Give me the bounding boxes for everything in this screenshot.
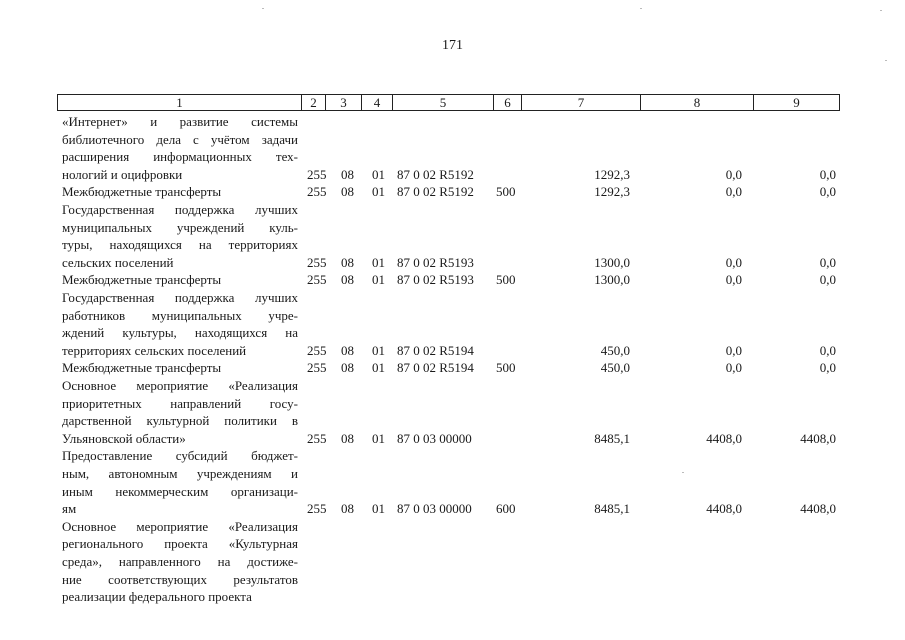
description-line: сельских поселений bbox=[62, 254, 174, 270]
description-line: территориях сельских поселений bbox=[62, 342, 247, 358]
cell-col-8: 0,0 bbox=[725, 184, 742, 200]
cell-col-7: 450,0 bbox=[600, 360, 630, 376]
header-col-5: 5 bbox=[439, 95, 447, 110]
cell-col-4: 01 bbox=[372, 342, 385, 358]
cell-col-3: 08 bbox=[341, 166, 354, 182]
description-line: ние соответствующих результатов bbox=[62, 571, 298, 587]
description-line: библиотечного дела с учётом задачи bbox=[62, 131, 298, 147]
description-line: Межбюджетные трансферты bbox=[62, 272, 222, 288]
header-col-6: 6 bbox=[504, 95, 511, 110]
cell-col-7: 1292,3 bbox=[594, 184, 630, 200]
cell-col-4: 01 bbox=[372, 501, 385, 517]
cell-col-3: 08 bbox=[341, 184, 354, 200]
row-description bbox=[62, 377, 298, 447]
cell-col-4: 01 bbox=[372, 272, 385, 288]
description-line: Основное мероприятие «Реализация bbox=[62, 518, 298, 534]
description-line: приоритетных направлений госу- bbox=[62, 395, 298, 411]
cell-col-3: 08 bbox=[341, 501, 354, 517]
header-col-8: 8 bbox=[693, 95, 701, 110]
header-col-4: 4 bbox=[373, 95, 381, 110]
description-line: Основное мероприятие «Реализация bbox=[62, 378, 298, 393]
cell-col-7: 1292,3 bbox=[594, 166, 630, 182]
header-col-3: 3 bbox=[340, 95, 347, 110]
row-description bbox=[62, 518, 298, 606]
page-number: 171 bbox=[442, 38, 463, 53]
header-col-1: 1 bbox=[176, 95, 183, 110]
cell-col-2: 255 bbox=[307, 342, 327, 358]
description-line: Предоставление субсидий бюджет- bbox=[62, 448, 298, 464]
description-line: среда», направленного на достиже- bbox=[62, 553, 298, 569]
description-line: туры, находящихся на территориях bbox=[62, 237, 298, 253]
description-line: реализации федерального проекта bbox=[62, 589, 252, 605]
cell-col-3: 08 bbox=[341, 360, 354, 376]
cell-col-6: 500 bbox=[496, 184, 516, 200]
row-description bbox=[62, 183, 298, 201]
header-col-2: 2 bbox=[310, 95, 317, 110]
cell-col-2: 255 bbox=[307, 254, 327, 270]
cell-col-7: 450,0 bbox=[600, 342, 630, 358]
cell-col-9: 0,0 bbox=[819, 166, 836, 182]
row-description bbox=[62, 359, 298, 377]
cell-col-8: 0,0 bbox=[725, 254, 742, 270]
cell-col-7: 1300,0 bbox=[594, 254, 630, 270]
cell-col-8: 0,0 bbox=[725, 166, 742, 182]
cell-col-4: 01 bbox=[372, 360, 385, 376]
cell-col-7: 8485,1 bbox=[594, 430, 630, 446]
description-line: Межбюджетные трансферты bbox=[62, 360, 222, 376]
description-line: «Интернет» и развитие системы bbox=[62, 114, 298, 129]
table-header bbox=[57, 94, 840, 111]
cell-col-9: 0,0 bbox=[819, 272, 836, 288]
cell-col-8: 0,0 bbox=[725, 272, 742, 288]
description-line: Государственная поддержка лучших bbox=[62, 202, 298, 217]
cell-col-6: 500 bbox=[496, 360, 516, 376]
description-line: Ульяновской области» bbox=[62, 430, 186, 446]
cell-col-3: 08 bbox=[341, 342, 354, 358]
description-line: муниципальных учреждений куль- bbox=[62, 219, 298, 235]
cell-col-5: 87 0 03 00000 bbox=[397, 430, 472, 446]
cell-col-4: 01 bbox=[372, 430, 385, 446]
cell-col-8: 0,0 bbox=[725, 342, 742, 358]
cell-col-8: 4408,0 bbox=[706, 501, 742, 517]
cell-col-9: 0,0 bbox=[819, 254, 836, 270]
cell-col-7: 1300,0 bbox=[594, 272, 630, 288]
cell-col-4: 01 bbox=[372, 254, 385, 270]
cell-col-5: 87 0 02 R5193 bbox=[397, 272, 474, 288]
cell-col-9: 0,0 bbox=[819, 360, 836, 376]
cell-col-8: 4408,0 bbox=[706, 430, 742, 446]
description-line: регионального проекта «Культурная bbox=[62, 536, 298, 552]
cell-col-7: 8485,1 bbox=[594, 501, 630, 517]
cell-col-9: 0,0 bbox=[819, 184, 836, 200]
header-col-7: 7 bbox=[577, 95, 585, 110]
description-line: расширения информационных тех- bbox=[62, 149, 298, 165]
cell-col-8: 0,0 bbox=[725, 360, 742, 376]
description-line: иным некоммерческим организаци- bbox=[62, 483, 298, 499]
cell-col-9: 4408,0 bbox=[800, 430, 836, 446]
cell-col-2: 255 bbox=[307, 501, 327, 517]
cell-col-3: 08 bbox=[341, 430, 354, 446]
cell-col-4: 01 bbox=[372, 166, 385, 182]
description-line: дарственной культурной политики в bbox=[62, 413, 298, 429]
row-description bbox=[62, 447, 298, 517]
cell-col-5: 87 0 02 R5192 bbox=[397, 166, 474, 182]
description-line: ным, автономным учреждениям и bbox=[62, 465, 298, 481]
row-description bbox=[62, 289, 298, 359]
cell-col-9: 4408,0 bbox=[800, 501, 836, 517]
description-line: Межбюджетные трансферты bbox=[62, 184, 222, 200]
cell-col-2: 255 bbox=[307, 166, 327, 182]
cell-col-2: 255 bbox=[307, 184, 327, 200]
description-line: ждений культуры, находящихся на bbox=[62, 325, 298, 341]
description-line: Государственная поддержка лучших bbox=[62, 290, 298, 305]
row-description bbox=[62, 271, 298, 289]
cell-col-5: 87 0 02 R5194 bbox=[397, 342, 474, 358]
description-line: нологий и оцифровки bbox=[62, 166, 183, 182]
description-line: ям bbox=[62, 501, 77, 517]
cell-col-3: 08 bbox=[341, 272, 354, 288]
cell-col-5: 87 0 02 R5192 bbox=[397, 184, 474, 200]
cell-col-4: 01 bbox=[372, 184, 385, 200]
cell-col-5: 87 0 02 R5193 bbox=[397, 254, 474, 270]
header-col-9: 9 bbox=[793, 95, 800, 110]
description-line: работников муниципальных учре- bbox=[62, 307, 298, 323]
cell-col-2: 255 bbox=[307, 272, 327, 288]
row-description bbox=[62, 113, 298, 183]
cell-col-3: 08 bbox=[341, 254, 354, 270]
row-description bbox=[62, 201, 298, 271]
cell-col-5: 87 0 03 00000 bbox=[397, 501, 472, 517]
cell-col-2: 255 bbox=[307, 430, 327, 446]
cell-col-9: 0,0 bbox=[819, 342, 836, 358]
cell-col-5: 87 0 02 R5194 bbox=[397, 360, 474, 376]
cell-col-2: 255 bbox=[307, 360, 327, 376]
cell-col-6: 500 bbox=[496, 272, 516, 288]
cell-col-6: 600 bbox=[496, 501, 516, 517]
